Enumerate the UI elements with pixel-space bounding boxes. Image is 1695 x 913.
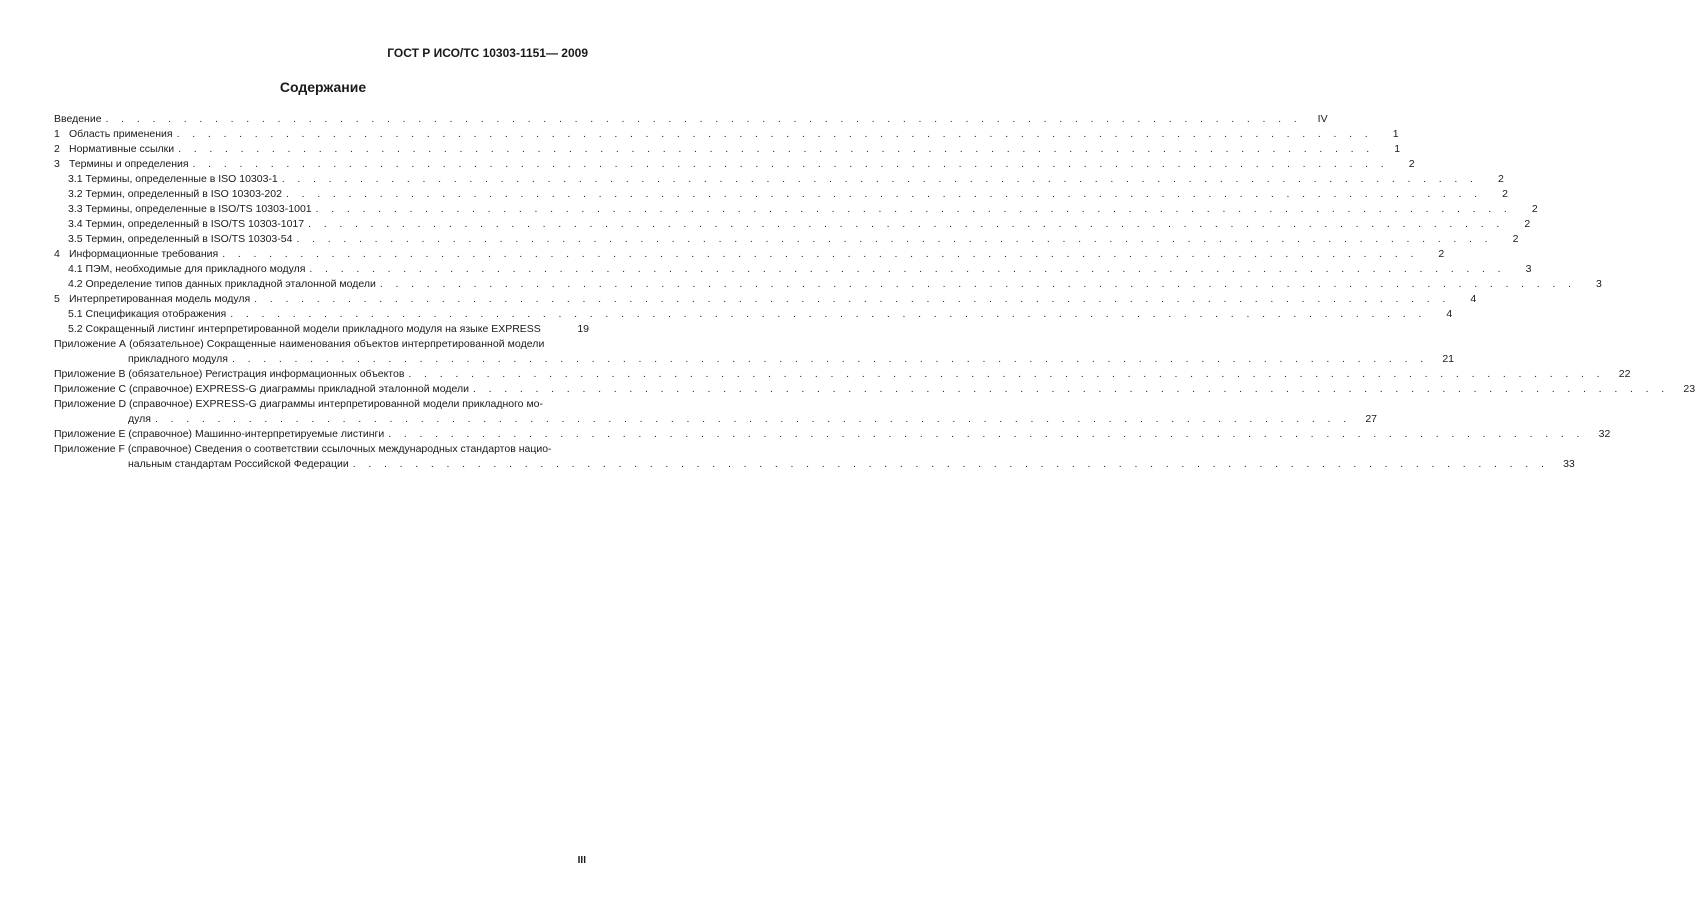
toc-entry-number: 2 <box>54 143 60 155</box>
toc-entry-label: Приложение А (обязательное) Сокращенные наименования объектов интерпретированной модели <box>54 338 545 350</box>
toc-entry-page: 21 <box>1442 353 1455 365</box>
toc-leader-dots: . . . . . . . . . . . . . . . . . . . . . . . . . . . . . . . . . . . . . . . . . . . . . . . . . . . . . . . . . . . . . . . . . . . . . . . . . . . . . <box>352 458 1549 470</box>
toc-leader-dots: . . . . . . . . . . . . . . . . . . . . . . . . . . . . . . . . . . . . . . . . . . . . . . . . . . . . . . . . . . . . . . . . . . . . . . . . . . . . . <box>281 173 1478 185</box>
toc-entry-section-3-4[interactable] <box>54 216 1531 231</box>
toc-entry-section-2[interactable] <box>54 141 1401 156</box>
toc-entry-number: 5 <box>54 293 60 305</box>
toc-leader-dots: . . . . . . . . . . . . . . . . . . . . . . . . . . . . . . . . . . . . . . . . . . . . . . . . . . . . . . . . . . . . . . . . . . . . . . . . . . . . . <box>105 113 1302 125</box>
toc-entry-page: 2 <box>1524 218 1531 230</box>
toc-entry-label: 3.3 Термины, определенные в ISO/TS 10303-1001 <box>68 203 312 215</box>
toc-entry-label: Нормативные ссылки <box>69 143 175 155</box>
toc-entry-number: 1 <box>54 128 60 140</box>
toc-entry-annex-f[interactable] <box>54 441 589 456</box>
toc-entry-label: Область применения <box>69 128 173 140</box>
toc-entry-annex-f-continuation[interactable] <box>54 456 1575 471</box>
toc-entry-label: Приложение D (справочное) EXPRESS-G диаграммы интерпретированной модели прикладного мо- <box>54 398 543 410</box>
toc-leader-dots: . . . . . . . . . . . . . . . . . . . . . . . . . . . . . . . . . . . . . . . . . . . . . . . . . . . . . . . . . . . . . . . . . . . . . . . . . . . . . <box>178 143 1375 155</box>
toc-leader-dots: . . . . . . . . . . . . . . . . . . . . . . . . . . . . . . . . . . . . . . . . . . . . . . . . . . . . . . . . . . . . . . . . . . . . . . . . . . . . . <box>231 353 1429 365</box>
toc-leader-dots: . . . . . . . . . . . . . . . . . . . . . . . . . . . . . . . . . . . . . . . . . . . . . . . . . . . . . . . . . . . . . . . . . . . . . . . . . . . . . <box>388 428 1585 440</box>
toc-entry-page: 33 <box>1563 458 1575 470</box>
toc-entry-label: 5.1 Спецификация отображения <box>68 308 227 320</box>
toc-entry-label: Приложение С (справочное) EXPRESS-G диаграммы прикладной эталонной модели <box>54 383 469 395</box>
toc-entry-label: прикладного модуля <box>128 353 228 365</box>
toc-entry-page: 32 <box>1598 428 1611 440</box>
toc-leader-dots: . . . . . . . . . . . . . . . . . . . . . . . . . . . . . . . . . . . . . . . . . . . . . . . . . . . . . . . . . . . . . . . . . . . . . . . . . . . . . <box>222 248 1419 260</box>
toc-entry-page: 22 <box>1618 368 1631 380</box>
toc-entry-page: 3 <box>1525 263 1532 275</box>
toc-entry-section-5-2[interactable] <box>54 321 589 336</box>
toc-entry-page: 2 <box>1497 173 1504 185</box>
toc-entry-label: нальным стандартам Российской Федерации <box>128 458 349 470</box>
toc-entry-annex-e[interactable] <box>54 426 1611 441</box>
toc-entry-section-4-1[interactable] <box>54 261 1532 276</box>
toc-entry-label: Информационные требования <box>69 248 219 260</box>
toc-entry-label: Приложение В (обязательное) Регистрация информационных объектов <box>54 368 405 380</box>
toc-entry-number: 3 <box>54 158 60 170</box>
toc-entry-section-1[interactable] <box>54 126 1399 141</box>
toc-leader-dots: . . . . . . . . . . . . . . . . . . . . . . . . . . . . . . . . . . . . . . . . . . . . . . . . . . . . . . . . . . . . . . . . . . . . . . . . . . . . . <box>473 383 1670 395</box>
toc-entry-section-4-2[interactable] <box>54 276 1602 291</box>
toc-leader-dots: . . . . . . . . . . . . . . . . . . . . . . . . . . . . . . . . . . . . . . . . . . . . . . . . . . . . . . . . . . . . . . . . . . . . . . . . . . . . . <box>309 263 1506 275</box>
toc-entry-annex-d[interactable] <box>54 396 589 411</box>
toc-entry-annex-a-continuation[interactable] <box>54 351 1455 366</box>
document-header: ГОСТ Р ИСО/ТС 10303-1151— 2009 <box>387 46 588 60</box>
toc-entry-label: Приложение Е (справочное) Машинно-интерпретируемые листинги <box>54 428 385 440</box>
toc-entry-section-5-1[interactable] <box>54 306 1453 321</box>
page-number: III <box>577 855 586 866</box>
toc-entry-page: 1 <box>1394 143 1401 155</box>
toc-leader-dots: . . . . . . . . . . . . . . . . . . . . . . . . . . . . . . . . . . . . . . . . . . . . . . . . . . . . . . . . . . . . . . . . . . . . . . . . . . . . . <box>254 293 1451 305</box>
toc-entry-page: IV <box>1317 113 1328 125</box>
toc-entry-label: 4.2 Определение типов данных прикладной эталонной модели <box>68 278 376 290</box>
toc-entry-page: 4 <box>1446 308 1453 320</box>
toc-entry-annex-b[interactable] <box>54 366 1631 381</box>
toc-entry-annex-c[interactable] <box>54 381 1695 396</box>
toc-entry-label: Интерпретированная модель модуля <box>69 293 251 305</box>
toc-entry-label: 4.1 ПЭМ, необходимые для прикладного модуля <box>68 263 306 275</box>
toc-entry-section-4[interactable] <box>54 246 1445 261</box>
toc-entry-section-3[interactable] <box>54 156 1415 171</box>
toc-entry-page: 23 <box>1683 383 1695 395</box>
toc-leader-dots: . . . . . . . . . . . . . . . . . . . . . . . . . . . . . . . . . . . . . . . . . . . . . . . . . . . . . . . . . . . . . . . . . . . . . . . . . . . . . <box>192 158 1389 170</box>
toc-entry-label: 3.4 Термин, определенный в ISO/TS 10303-1017 <box>68 218 305 230</box>
toc-leader-dots: . . . . . . . . . . . . . . . . . . . . . . . . . . . . . . . . . . . . . . . . . . . . . . . . . . . . . . . . . . . . . . . . . . . . . . . . . . . . . <box>308 218 1505 230</box>
toc-entry-page: 19 <box>577 323 589 335</box>
toc-entry-label: Термины и определения <box>69 158 189 170</box>
toc-entry-page: 2 <box>1512 233 1519 245</box>
toc-entry-number: 4 <box>54 248 60 260</box>
toc-entry-section-3-2[interactable] <box>54 186 1508 201</box>
toc-entry-introduction[interactable] <box>54 111 1328 126</box>
toc-entry-section-5[interactable] <box>54 291 1477 306</box>
toc-leader-dots: . . . . . . . . . . . . . . . . . . . . . . . . . . . . . . . . . . . . . . . . . . . . . . . . . . . . . . . . . . . . . . . . . . . . . . . . . . . . . <box>230 308 1427 320</box>
toc-entry-page: 2 <box>1531 203 1538 215</box>
toc-entry-label: 3.1 Термины, определенные в ISO 10303-1 <box>68 173 278 185</box>
toc-entry-page: 1 <box>1392 128 1399 140</box>
toc-leader-dots: . . . . . . . . . . . . . . . . . . . . . . . . . . . . . . . . . . . . . . . . . . . . . . . . . . . . . . . . . . . . . . . . . . . . . . . . . . . . . <box>176 128 1373 140</box>
toc-entry-label: дуля <box>128 413 151 425</box>
toc-entry-section-3-5[interactable] <box>54 231 1519 246</box>
toc-title: Содержание <box>279 79 367 95</box>
toc-leader-dots: . . . . . . . . . . . . . . . . . . . . . . . . . . . . . . . . . . . . . . . . . . . . . . . . . . . . . . . . . . . . . . . . . . . . . . . . . . . . . <box>408 368 1605 380</box>
toc-entry-page: 2 <box>1408 158 1415 170</box>
toc-entry-section-3-1[interactable] <box>54 171 1504 186</box>
toc-entry-label: 3.5 Термин, определенный в ISO/TS 10303-54 <box>68 233 293 245</box>
toc-entry-page: 4 <box>1470 293 1477 305</box>
toc-leader-dots: . . . . . . . . . . . . . . . . . . . . . . . . . . . . . . . . . . . . . . . . . . . . . . . . . . . . . . . . . . . . . . . . . . . . . . . . . . . . . <box>379 278 1576 290</box>
toc-entry-label: Приложение F (справочное) Сведения о соответствии ссылочных международных стандартов нацио- <box>54 443 552 455</box>
toc-entry-page: 2 <box>1438 248 1445 260</box>
toc-leader-dots: . . . . . . . . . . . . . . . . . . . . . . . . . . . . . . . . . . . . . . . . . . . . . . . . . . . . . . . . . . . . . . . . . . . . . . . . . . . . . <box>315 203 1512 215</box>
toc-entry-page: 27 <box>1365 413 1378 425</box>
toc-entry-label: Введение <box>54 113 102 125</box>
toc-entry-page: 2 <box>1502 188 1508 200</box>
toc-entry-label: 5.2 Сокращенный листинг интерпретированной модели прикладного модуля на языке EXPRESS <box>68 323 541 335</box>
toc-entry-page: 3 <box>1596 278 1602 290</box>
toc-leader-dots: . . . . . . . . . . . . . . . . . . . . . . . . . . . . . . . . . . . . . . . . . . . . . . . . . . . . . . . . . . . . . . . . . . . . . . . . . . . . . <box>154 413 1352 425</box>
table-of-contents <box>54 111 1695 471</box>
toc-entry-section-3-3[interactable] <box>54 201 1538 216</box>
toc-leader-dots: . . . . . . . . . . . . . . . . . . . . . . . . . . . . . . . . . . . . . . . . . . . . . . . . . . . . . . . . . . . . . . . . . . . . . . . . . . . . . <box>285 188 1482 200</box>
toc-entry-label: 3.2 Термин, определенный в ISO 10303-202 <box>68 188 282 200</box>
toc-entry-annex-d-continuation[interactable] <box>54 411 1378 426</box>
toc-leader-dots: . . . . . . . . . . . . . . . . . . . . . . . . . . . . . . . . . . . . . . . . . . . . . . . . . . . . . . . . . . . . . . . . . . . . . . . . . . . . . <box>296 233 1493 245</box>
toc-entry-annex-a[interactable] <box>54 336 589 351</box>
